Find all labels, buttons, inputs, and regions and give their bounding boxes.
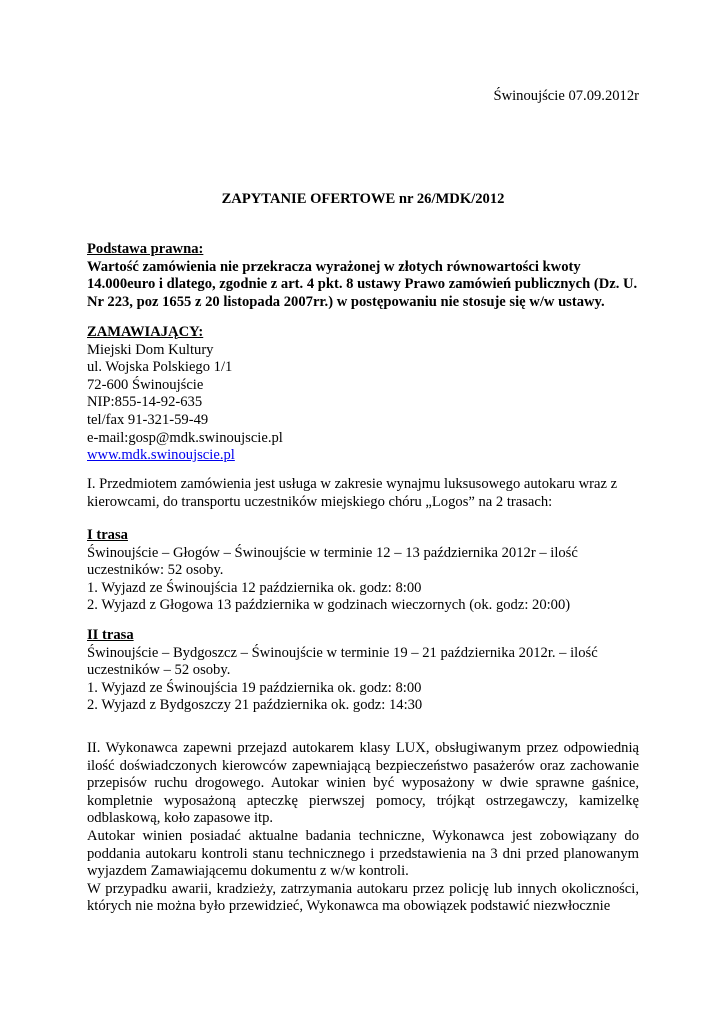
intro-line: I. Przedmiotem zamówienia jest usługa w zakresie wynajmu luksusowego autokaru wraz z — [87, 476, 618, 492]
legal-basis-line: 14.000euro i dlatego, zgodnie z art. 4 pkt. 8 ustawy Prawo zamówień publicznych (Dz. U. — [87, 276, 638, 293]
legal-basis-line: Nr 223, poz 1655 z 20 listopada 2007rr.) w postępowaniu nie stosuje się w/w ustawy. — [87, 293, 605, 310]
ordering-party-email: e-mail:gosp@mdk.swinoujscie.pl — [87, 429, 283, 446]
route-2-line: uczestników – 52 osoby. — [87, 662, 231, 679]
route-2-line: 2. Wyjazd z Bydgoszczy 21 października ok. godz: 14:30 — [87, 697, 423, 714]
ordering-party-nip: NIP:855-14-92-635 — [87, 394, 203, 411]
place-date: Świnoujście 07.09.2012r — [493, 88, 639, 104]
ordering-party-street: ul. Wojska Polskiego 1/1 — [87, 359, 233, 376]
legal-basis-line: Wartość zamówienia nie przekracza wyrażonej w złotych równowartości kwoty — [87, 258, 581, 275]
document-title: ZAPYTANIE OFERTOWE nr 26/MDK/2012 — [221, 191, 505, 207]
section-2-paragraph: II. Wykonawca zapewni przejazd autokarem klasy LUX, obsługiwanym przez odpowiednią ilość doświadczonych kierowców zapewniającą bezpieczeństwo pasażerów oraz zachowanie przepisów ruchu drogowego. Autokar winien być wyposażony w dwie sprawne gaśnice, kompletnie wyposażoną apteczkę pierwszej pomocy, trójkąt ostrzegawczy, kamizelkę odblaskową, koło zapasowe itp. — [87, 740, 639, 827]
route-2-heading: II trasa — [87, 627, 134, 643]
route-1-line: 2. Wyjazd z Głogowa 13 października w godzinach wieczornych (ok. godz: 20:00) — [87, 597, 571, 614]
route-2-section — [87, 627, 639, 715]
route-1-line: 1. Wyjazd ze Świnoujścia 12 października ok. godz: 8:00 — [87, 579, 422, 596]
website-link[interactable]: www.mdk.swinoujscie.pl — [87, 447, 235, 464]
section-2-paragraph: W przypadku awarii, kradzieży, zatrzymania autokaru przez policję lub innych okoliczności, których nie można było przewidzieć, Wykonawca ma obowiązek podstawić niezwłocznie — [87, 880, 639, 915]
section-2 — [87, 740, 639, 916]
route-2-line: Świnoujście – Bydgoszcz – Świnoujście w terminie 19 – 21 października 2012r. – ilość — [87, 644, 598, 661]
ordering-party-city: 72-600 Świnoujście — [87, 376, 204, 393]
section-2-paragraph: Autokar winien posiadać aktualne badania techniczne, Wykonawca jest zobowiązany do poddania autokaru kontroli stanu technicznego i przedstawienia na 3 dni przed planowanym wyjazdem Zamawiającemu dokumentu z w/w kontroli. — [87, 827, 639, 880]
intro-line: kierowcami, do transportu uczestników miejskiego chóru „Logos” na 2 trasach: — [87, 493, 553, 510]
ordering-party-heading: ZAMAWIAJĄCY: — [87, 324, 204, 340]
intro-section — [87, 476, 639, 511]
legal-basis-section — [87, 241, 639, 311]
ordering-party-section — [87, 324, 639, 465]
legal-basis-heading: Podstawa prawna: — [87, 241, 204, 257]
ordering-party-name: Miejski Dom Kultury — [87, 341, 214, 358]
route-1-line: Świnoujście – Głogów – Świnoujście w terminie 12 – 13 października 2012r – ilość — [87, 544, 578, 561]
route-1-line: uczestników: 52 osoby. — [87, 562, 224, 579]
route-1-heading: I trasa — [87, 527, 128, 543]
route-1-section — [87, 527, 639, 615]
route-2-line: 1. Wyjazd ze Świnoujścia 19 października ok. godz: 8:00 — [87, 679, 422, 696]
ordering-party-telfax: tel/fax 91-321-59-49 — [87, 411, 209, 428]
